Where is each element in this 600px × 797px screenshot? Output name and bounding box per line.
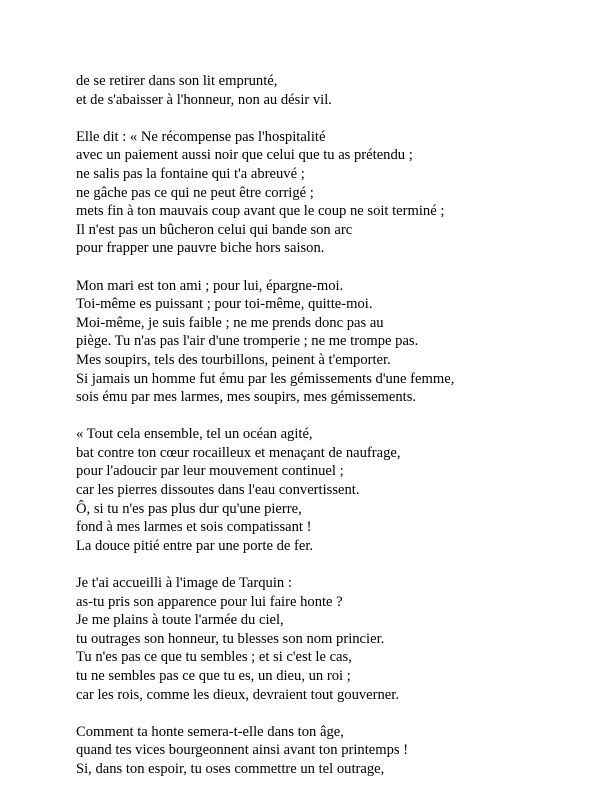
poem-line: La douce pitié entre par une porte de fer. [76,537,314,554]
poem-line: pour frapper une pauvre biche hors saison. [76,240,325,257]
poem-line: Je me plains à toute l'armée du ciel, [76,612,284,629]
poem-line: Comment ta honte semera-t-elle dans ton âge, [76,723,344,740]
poem-line: Je t'ai accueilli à l'image de Tarquin : [76,575,292,592]
stanza-3 [76,277,576,407]
poem-line: car les pierres dissoutes dans l'eau convertissent. [76,482,360,499]
poem-line: Tu n'es pas ce que tu sembles ; et si c'est le cas, [76,649,352,666]
poem-line: Mes soupirs, tels des tourbillons, peinent à t'emporter. [76,351,391,368]
poem-line: tu outrages son honneur, tu blesses son nom princier. [76,630,385,647]
poem-line: Si jamais un homme fut ému par les gémissements d'une femme, [76,370,455,387]
poem-text [76,72,576,797]
poem-line: Il n'est pas un bûcheron celui qui bande son arc [76,221,353,238]
poem-line: bat contre ton cœur rocailleux et menaçant de naufrage, [76,444,401,461]
poem-line: Elle dit : « Ne récompense pas l'hospitalité [76,128,326,145]
poem-line: quand tes vices bourgeonnent ainsi avant ton printemps ! [76,742,409,759]
poem-line: ne gâche pas ce qui ne peut être corrigé ; [76,184,314,201]
poem-line: Ô, si tu n'es pas plus dur qu'une pierre, [76,500,302,517]
stanza-2 [76,128,576,258]
poem-line: car les rois, comme les dieux, devraient tout gouverner. [76,686,399,703]
poem-line: Mon mari est ton ami ; pour lui, épargne-moi. [76,277,344,294]
poem-line: et de s'abaisser à l'honneur, non au désir vil. [76,91,332,108]
stanza-5 [76,574,576,704]
poem-line: avec un paiement aussi noir que celui que tu as prétendu ; [76,147,413,164]
poem-line: tu ne sembles pas ce que tu es, un dieu, un roi ; [76,668,351,684]
poem-line: fond à mes larmes et sois compatissant ! [76,519,312,536]
poem-line: Moi-même, je suis faible ; ne me prends donc pas au [76,314,384,331]
poem-line: pour l'adoucir par leur mouvement continuel ; [76,463,344,480]
poem-line: piège. Tu n'as pas l'air d'une tromperie ; ne me trompe pas. [76,333,419,350]
poem-line: sois ému par mes larmes, mes soupirs, mes gémissements. [76,389,417,406]
poem-line: ne salis pas la fontaine qui t'a abreuvé ; [76,165,305,182]
poem-line: de se retirer dans son lit emprunté, [76,73,278,89]
poem-line: as-tu pris son apparence pour lui faire honte ? [76,593,343,610]
stanza-1 [76,72,576,109]
poem-line: Si, dans ton espoir, tu oses commettre un tel outrage, [76,760,385,777]
poem-line: « Tout cela ensemble, tel un océan agité, [76,426,313,443]
stanza-4 [76,425,576,555]
poem-line: mets fin à ton mauvais coup avant que le coup ne soit terminé ; [76,203,445,220]
stanza-6 [76,723,576,779]
poem-line: Toi-même es puissant ; pour toi-même, quitte-moi. [76,296,373,313]
